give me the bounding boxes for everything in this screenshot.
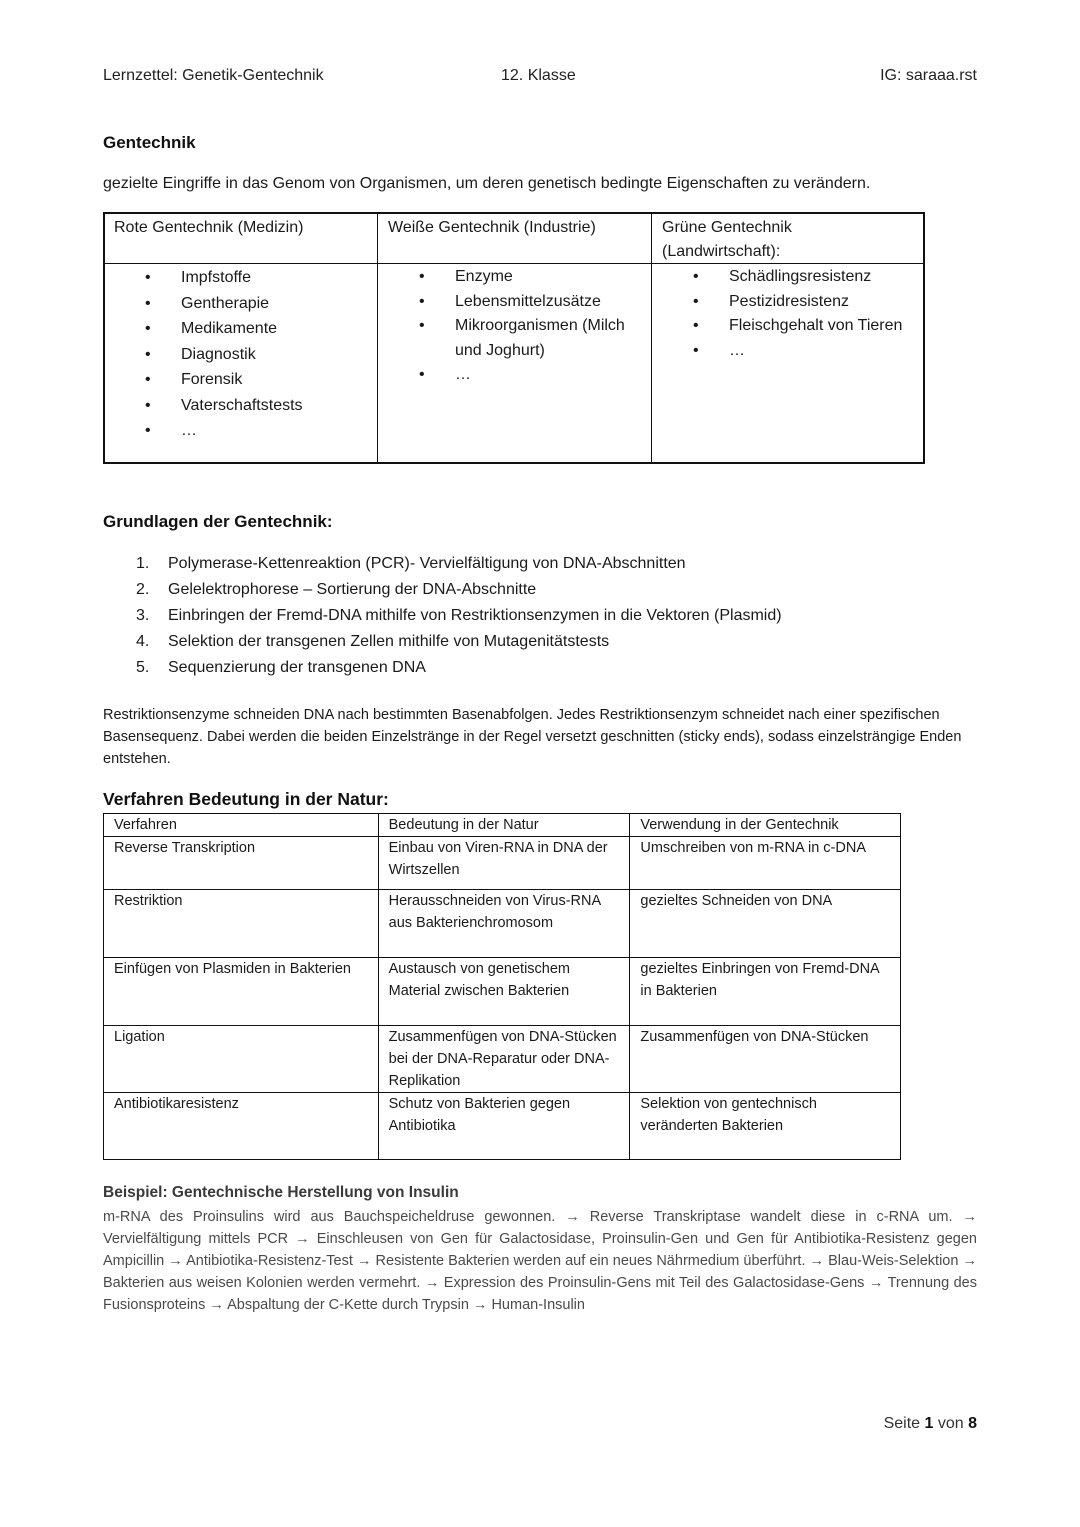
list-item: • Lebensmittelzusätze [405,290,635,315]
list-number: 2. [136,581,150,598]
list-item: • Fleischgehalt von Tieren [679,314,909,339]
section-title-verfahren: Verfahren Bedeutung in der Natur: [103,789,389,809]
list-item: • Diagnostik [131,342,371,368]
list-item: • Pestizidresistenz [679,290,909,315]
table-divider [377,214,378,462]
table-row [104,1026,901,1093]
list-text: Selektion der transgenen Zellen mithilfe von Mutagenitätstests [168,633,610,650]
list-item: • Gentherapie [131,291,371,317]
page-current: 1 [924,1415,934,1432]
table-cell: Austausch von genetischem Material zwischen Bakterien [378,958,630,1026]
list-item [103,551,782,577]
page-label: Seite [883,1415,921,1432]
table-cell: Schutz von Bakterien gegen Antibiotika [378,1093,630,1160]
list-rote [131,265,371,444]
list-item [103,629,782,655]
table-divider [651,214,652,462]
list-item [103,655,782,681]
list-number: 1. [136,555,150,572]
list-text: Sequenzierung der transgenen DNA [168,659,426,676]
list-item: • Schädlingsresistenz [679,265,909,290]
page-of-label: von [937,1415,964,1432]
gentechnik-definition: gezielte Eingriffe in das Genom von Organismen, um deren genetisch bedingte Eigenschaften zu verändern. [103,175,871,192]
list-item [103,577,782,603]
table-cell: Restriktion [104,890,379,958]
list-item: • Vaterschaftstests [131,393,371,419]
list-number: 5. [136,659,150,676]
section-title-insulin: Beispiel: Gentechnische Herstellung von Insulin [103,1184,459,1201]
header-left: Lernzettel: Genetik-Gentechnik [103,67,324,84]
page-total: 8 [968,1415,977,1432]
gentechnik-table [103,212,925,464]
table-header-row [104,814,901,837]
list-item: • … [679,339,909,364]
table-cell: Antibiotikaresistenz [104,1093,379,1160]
restriction-note: Restriktionsenzyme schneiden DNA nach bestimmten Basenabfolgen. Jedes Restriktionsenzym schneidet nach einer spezifischen Basensequenz. Dabei werden die beiden Einzelstränge in der Regel versetzt geschnitten (sticky ends), sodass einzelsträngige Enden entstehen. [103,707,962,767]
table-cell: gezieltes Einbringen von Fremd-DNA in Bakterien [630,958,901,1026]
column-header-gruene: Grüne Gentechnik (Landwirtschaft): [662,219,792,260]
table-cell: Selektion von gentechnisch veränderten Bakterien [630,1093,901,1160]
table-cell: Einfügen von Plasmiden in Bakterien [104,958,379,1026]
list-item: • Enzyme [405,265,635,290]
table-cell: Umschreiben von m-RNA in c-DNA [630,837,901,890]
verfahren-table [103,813,901,1160]
table-cell: Zusammenfügen von DNA-Stücken [630,1026,901,1093]
table-row [104,890,901,958]
list-item: • … [405,363,635,388]
column-header: Verfahren [104,814,379,837]
insulin-process-text: m-RNA des Proinsulins wird aus Bauchspeicheldruse gewonnen. → Reverse Transkriptase wandelt diese in c-RNA um. → Vervielfältigung mittels PCR → Einschleusen von Gen für Galactosidase, Proinsulin-Gen und Gen für Antibiotika-Resistenz gegen Ampicillin → Antibiotika-Resistenz-Test → Resistente Bakterien werden auf ein neues Nährmedium überführt. → Blau-Weis-Selektion → Bakterien aus weisen Kolonien werden vermehrt. → Expression des Proinsulin-Gens mit Teil des Galactosidase-Gens → Trennung des Fusionsproteins → Abspaltung der C-Kette durch Trypsin → Human-Insulin [103,1209,977,1313]
list-gruene [679,265,909,363]
table-cell: gezieltes Schneiden von DNA [630,890,901,958]
list-text: Gelelektrophorese – Sortierung der DNA-Abschnitte [168,581,537,598]
section-title-gentechnik: Gentechnik [103,133,196,152]
column-header-rote: Rote Gentechnik (Medizin) [114,219,304,236]
table-row [104,837,901,890]
header-center: 12. Klasse [501,67,576,84]
grundlagen-list [103,551,782,681]
list-weisse [405,265,635,388]
column-header: Verwendung in der Gentechnik [630,814,901,837]
table-cell: Reverse Transkription [104,837,379,890]
list-text: Polymerase-Kettenreaktion (PCR)- Vervielfältigung von DNA-Abschnitten [168,555,686,572]
table-cell: Einbau von Viren-RNA in DNA der Wirtszellen [378,837,630,890]
column-header: Bedeutung in der Natur [378,814,630,837]
list-number: 4. [136,633,150,650]
section-title-grundlagen: Grundlagen der Gentechnik: [103,512,333,531]
header-right: IG: saraaa.rst [880,67,977,84]
column-header-weisse: Weiße Gentechnik (Industrie) [388,219,596,236]
list-item: • Forensik [131,367,371,393]
list-item: • Mikroorganismen (Milch und Joghurt) [405,314,635,363]
table-cell: Herausschneiden von Virus-RNA aus Bakterienchromosom [378,890,630,958]
page-number [884,1415,977,1433]
list-item: • Impfstoffe [131,265,371,291]
list-item: • … [131,418,371,444]
table-cell: Ligation [104,1026,379,1093]
list-text: Einbringen der Fremd-DNA mithilfe von Restriktionsenzymen in die Vektoren (Plasmid) [168,607,782,624]
list-item: • Medikamente [131,316,371,342]
table-row [104,1093,901,1160]
list-item [103,603,782,629]
list-number: 3. [136,607,150,624]
table-row [104,958,901,1026]
table-cell: Zusammenfügen von DNA-Stücken bei der DNA-Reparatur oder DNA-Replikation [378,1026,630,1093]
